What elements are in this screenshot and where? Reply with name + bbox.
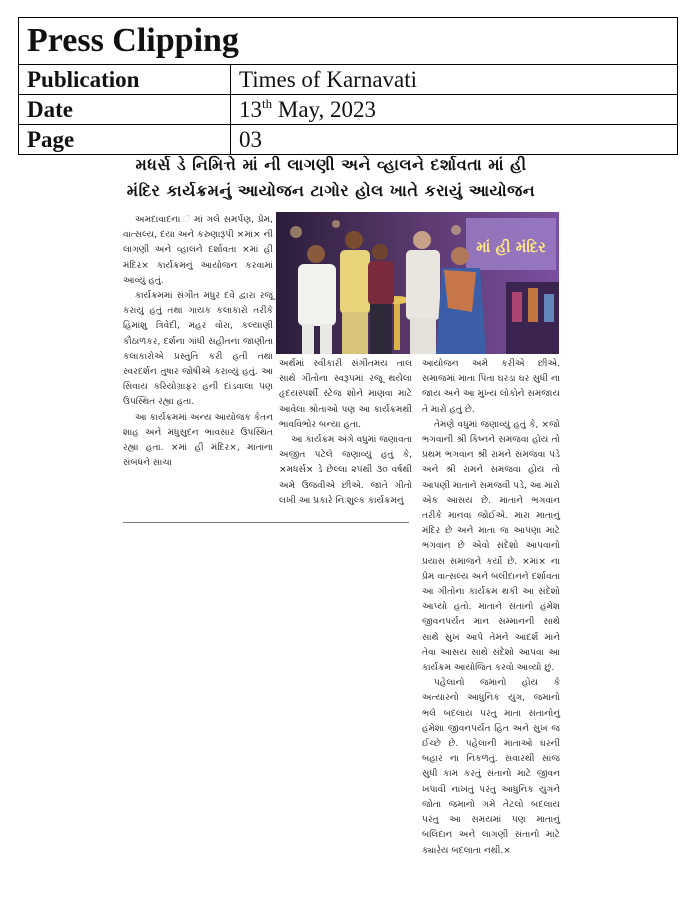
date-label: Date bbox=[19, 95, 231, 124]
page-row bbox=[19, 125, 677, 154]
publication-row bbox=[19, 65, 677, 95]
title-row bbox=[19, 18, 677, 65]
stage-banner-text: માં હી મંદિર bbox=[476, 238, 546, 256]
col1-paragraph-3: આ કાર્યક્રમમાં અન્ય આયોજક કેતન શાહ અને મધુસુદન ભાવસાર ઉપસ્થિત રહ્યા હતા. ×માં હી મંદિર×, માતાના સંબંધને સાચા bbox=[123, 412, 273, 469]
column-divider-rule bbox=[123, 522, 409, 523]
article-headline bbox=[96, 152, 566, 204]
date-day: 13 bbox=[239, 97, 262, 122]
date-month-year: May, 2023 bbox=[272, 97, 377, 122]
article-column-2 bbox=[279, 357, 412, 509]
date-suffix: th bbox=[262, 96, 273, 111]
article-column-3 bbox=[422, 357, 560, 859]
headline-line-2: મંદિર કાર્યક્રમનું આયોજન ટાગોર હોલ ખાતે કરાયું આયોજન bbox=[126, 181, 536, 200]
col3-paragraph-1: આયોજન અમે કરીએ છીએ. સમાજમાં માતા પિતા ઘરડા ઘર સુધી ના જાય અને આ મુખ્ય લોકોને સમજાય તે મારો હતું છે. bbox=[422, 359, 560, 415]
col3-paragraph-3: પહેલાનો જમાનો હોય કે અત્યારનો આધુનિક યુગ, જમાનો ભલે બદલાય પરંતુ માતા સંતાનોનું હંમેશા જીવનપર્યત હિત અને સુખ જ ઈચ્છે છે. પહેલાની માતાઓ ઘરની બહાર ના નિકળતું. સવારથી સાંજ સુધી કામ કરતું સંતાનો માટે જીવન ખપાવી નાખતું પરંતુ આધુનિક યુગને જોતા જમાનો ગમે તેટલો બદલાય પરંતુ આ સમયમાં પણ માતાનું બલિદાન અને લાગણી સંતાનો માટે ક્યારેય બદલાતા નથી.× bbox=[422, 678, 560, 856]
col2-paragraph-2: આ કાર્યક્રમ અંગે વધુમાં જણાવતા અજીત પટેલે જણાવ્યું હતું કે, ×મધર્સ× ડે છેલ્લા ૨૫થી ૩૦ વર્ષથી અમે ઉજવીએ છીએ. જાતે ગીતો લખી આ પ્રકારે નિઃશુલ્ક કાર્યક્રમનું bbox=[279, 435, 412, 506]
headline-line-1: મધર્સ ડે નિમિત્તે માં ની લાગણી અને વ્હાલને દર્શાવતા માં હી bbox=[135, 155, 527, 174]
clipping-title: Press Clipping bbox=[27, 22, 239, 59]
article-column-1 bbox=[123, 213, 273, 471]
publication-label: Publication bbox=[19, 65, 231, 94]
page-value: 03 bbox=[239, 127, 262, 152]
col1-paragraph-2: કાર્યક્રમમાં સંગીત મધુર દવે દ્વારા રજૂ કરાયું હતું તથા ગાયક કલાકારો તરીકે હિમાંશુ ત્રિવેદી, મહર વોરા, કલ્યાણી કૌઠાળકર, દર્શના ગાંધી સહીતના જાણીતા કલાકારોએ પ્રસ્તુતિ કરી હતી તથા સ્વરદર્શન તુષાર જોષીએ કરાવ્યું હતું. આ સિવાય કરિયોગ્રાફર હની દાંડવાલા પણ ઉપસ્થિત રહ્યા હતા. bbox=[123, 291, 273, 408]
event-photo bbox=[276, 212, 559, 354]
page-label: Page bbox=[19, 125, 231, 154]
date-row bbox=[19, 95, 677, 125]
col3-paragraph-2: તેમણે વધુમાં જણાવ્યું હતું કે, ×જો ભગવાની શ્રી કિષ્નને સમજવા હોય તો પ્રથમ ભગવાન શ્રી રામને સમજવા પડે અને શ્રી રામને સમજવા હોય તો આપણી માતાને સમજવી પડે, આ મારો એક આસય છે. માતાને ભગવાન તરીકે માનવા જોઈએ. મારા માતાનું મંદિર છે અને માતા જ આપણા માટે ભગવાન છે એવો સંદેશો આપવાનો પ્રયાસ સમાજને કર્યો છે. ×માં× ના પ્રેમ વાત્સલ્ય અને બલીદાનને દર્શાવતા આ ગીતોના કાર્યક્રમ થકી આ સંદેશો આપ્યો હતો. માતાને સંતાનો હંમેશ જીવનપર્યત માન સમ્માનની સાથે સાથે સુખ આપે તેમને આદર્શ માને તેવા આસય સાથે સંદેશો આપવા આ કાર્યક્રમ આયોજિત કરવો આવ્યો છું. bbox=[422, 419, 560, 674]
event-photo-illustration bbox=[276, 212, 559, 354]
press-clipping-header bbox=[18, 17, 678, 155]
date-value bbox=[231, 95, 376, 124]
col1-paragraph-1: અમદાવાદના ં માં ગલે સમર્પણ, પ્રેમ, વાત્સલ્ય, દયા અને કરુણારૂપી ×માં× ની લાગણી અને વ્હાલને દર્શાવતા ×માં હી મંદિર× કાર્યક્રમનું આયોજન કરવામાં આવ્યું હતું. bbox=[123, 215, 273, 286]
publication-value: Times of Karnavati bbox=[239, 67, 418, 92]
col2-paragraph-1: અર્થમાં સ્વીકારી સંગીતમય તાલ સાથે ગીતોના સ્વરૂપમાં રજૂ થયેલા હૃદયસ્પર્શી સ્ટેજ શોને માણવા માટે આવેલા શ્રોતાઓ પણ આ કાર્યક્રમથી ભાવવિભોર બન્યા હતા. bbox=[279, 359, 412, 430]
